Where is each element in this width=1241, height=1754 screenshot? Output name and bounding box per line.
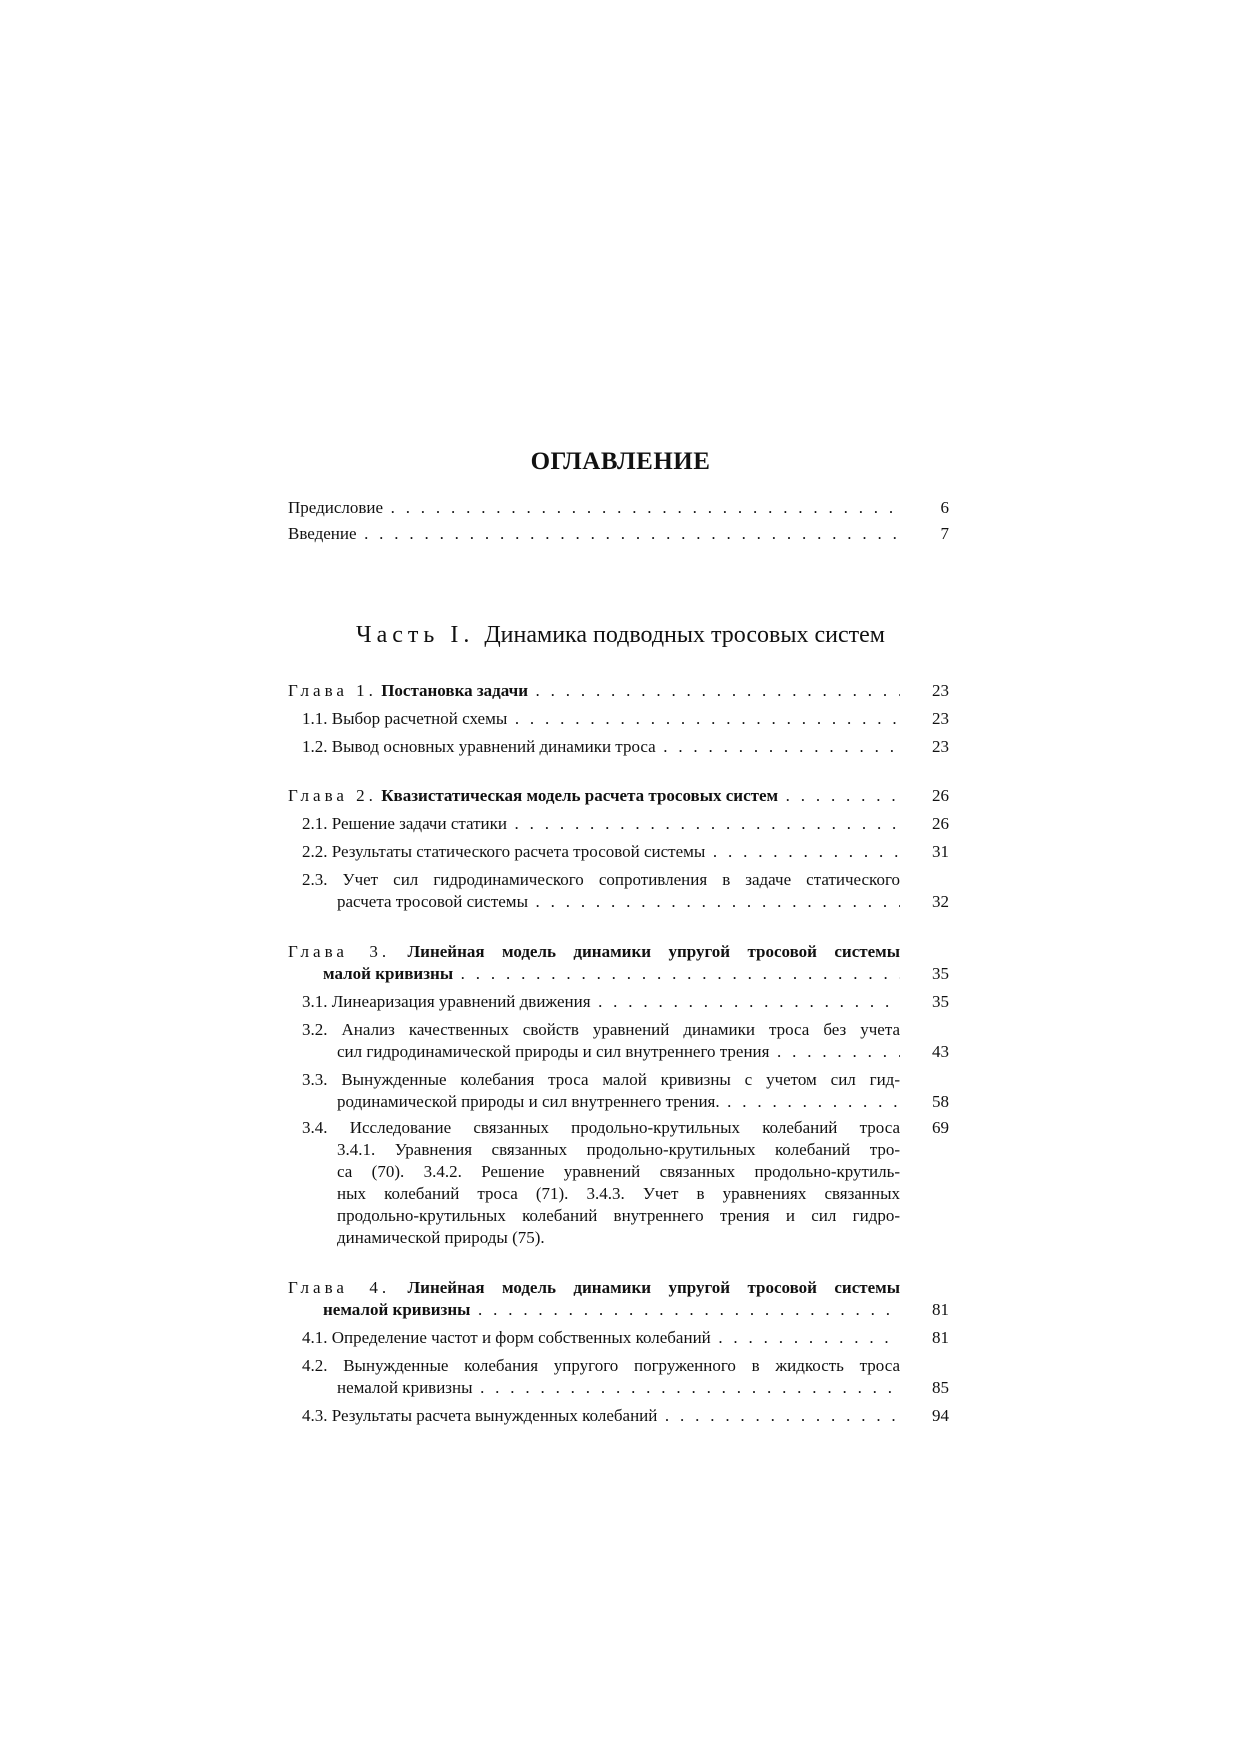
section-number: 3.4. [302,1118,328,1137]
part-title: Динамика подводных тросовых систем [484,622,885,648]
toc-page-number: 35 [932,964,949,983]
section-title: Вынужденные колебания упругого погруженного в жидкость троса [343,1356,900,1375]
toc-page-number: 23 [932,709,949,728]
toc-page-number: 23 [932,681,949,700]
toc-section-4-2-line1[interactable] [302,1354,900,1378]
toc-entry-preface[interactable] [288,496,949,520]
toc-page-number: 6 [940,498,949,517]
toc-page-number: 26 [932,786,949,805]
section-number: 3.1. [302,992,328,1011]
chapter-label: Глава 2. [288,786,377,805]
chapter-title-continued: немалой кривизны [323,1300,471,1319]
toc-section-1-2[interactable] [288,735,949,759]
toc-chapter-1[interactable] [288,679,949,703]
toc-subsection-line[interactable]: продольно-крутильных колебаний внутреннего трения и сил гидро- [337,1206,900,1225]
section-number: 1.1. [302,709,328,728]
toc-page-number: 69 [932,1118,949,1137]
section-title-continued: родинамической природы и сил внутреннего трения. [337,1092,720,1111]
section-number: 2.3. [302,870,328,889]
toc-page-number: 26 [932,814,949,833]
toc-section-2-3-line2[interactable] [288,890,949,914]
section-number: 3.2. [302,1020,328,1039]
section-title: Решение задачи статики [331,814,507,833]
part-label: Часть I. [355,622,475,648]
toc-section-4-3[interactable] [288,1404,949,1428]
toc-page-number: 81 [932,1300,949,1319]
part-heading [0,622,1241,649]
section-title: Вывод основных уравнений динамики троса [331,737,656,756]
toc-chapter-3-line2[interactable] [288,962,949,986]
toc-page-number: 94 [932,1406,949,1425]
section-title-continued: расчета тросовой системы [337,892,528,911]
toc-page-number: 43 [932,1042,949,1061]
toc-subsection-line[interactable]: динамической природы (75). [337,1228,545,1247]
toc-section-3-3-line1[interactable] [302,1068,900,1092]
section-title: Анализ качественных свойств уравнений динамики троса без учета [341,1020,900,1039]
chapter-title: Постановка задачи [381,681,528,700]
toc-page-number: 7 [940,524,949,543]
toc-section-2-2[interactable] [288,840,949,864]
section-number: 2.2. [302,842,328,861]
chapter-title: Квазистатическая модель расчета тросовых систем [381,786,779,805]
section-title: Выбор расчетной схемы [331,709,508,728]
section-number: 2.1. [302,814,328,833]
toc-chapter-4-line1[interactable] [288,1276,900,1300]
toc-section-2-1[interactable] [288,812,949,836]
section-title: Исследование связанных продольно-крутильных колебаний троса [349,1118,900,1137]
section-title: Результаты расчета вынужденных колебаний [331,1406,658,1425]
toc-page-number: 58 [932,1092,949,1111]
toc-entry-title: Предисловие [288,498,384,517]
section-number: 3.3. [302,1070,328,1089]
toc-page-number: 35 [932,992,949,1011]
section-number: 4.1. [302,1328,328,1347]
toc-section-1-1[interactable] [288,707,949,731]
toc-subsection-line[interactable]: 3.4.1. Уравнения связанных продольно-крутильных колебаний тро- [337,1140,900,1159]
toc-section-4-1[interactable] [288,1326,949,1350]
chapter-title-continued: малой кривизны [323,964,454,983]
chapter-label: Глава 3. [288,942,391,961]
toc-section-3-1[interactable] [288,990,949,1014]
chapter-title: Линейная модель динамики упругой тросовой системы [407,942,900,961]
toc-section-3-4[interactable] [302,1116,900,1140]
section-title-continued: немалой кривизны [337,1378,473,1397]
toc-entry-introduction[interactable] [288,522,949,546]
toc-page-number: 23 [932,737,949,756]
toc-section-3-3-line2[interactable] [288,1090,949,1114]
toc-subsection-line[interactable]: ных колебаний троса (71). 3.4.3. Учет в уравнениях связанных [337,1184,900,1203]
toc-section-3-2-line2[interactable] [288,1040,949,1064]
section-number: 4.2. [302,1356,328,1375]
section-number: 1.2. [302,737,328,756]
section-title-continued: сил гидродинамической природы и сил внутреннего трения [337,1042,770,1061]
toc-page-number: 81 [932,1328,949,1347]
toc-chapter-3-line1[interactable] [288,940,900,964]
toc-page-number: 31 [932,842,949,861]
chapter-label: Глава 4. [288,1278,391,1297]
section-number: 4.3. [302,1406,328,1425]
toc-section-2-3-line1[interactable] [302,868,900,892]
toc-section-4-2-line2[interactable] [288,1376,949,1400]
section-title: Определение частот и форм собственных колебаний [331,1328,711,1347]
toc-chapter-4-line2[interactable] [288,1298,949,1322]
section-title: Линеаризация уравнений движения [331,992,591,1011]
toc-entry-title: Введение [288,524,357,543]
section-title: Вынужденные колебания троса малой кривизны с учетом сил гид- [341,1070,900,1089]
section-title: Результаты статического расчета тросовой системы [331,842,706,861]
toc-page-number: 32 [932,892,949,911]
toc-page-number: 85 [932,1378,949,1397]
chapter-title: Линейная модель динамики упругой тросовой системы [407,1278,900,1297]
toc-chapter-2[interactable] [288,784,949,808]
toc-section-3-2-line1[interactable] [302,1018,900,1042]
page-title: ОГЛАВЛЕНИЕ [530,448,711,475]
section-title: Учет сил гидродинамического сопротивления в задаче статического [342,870,900,889]
toc-subsection-line[interactable]: са (70). 3.4.2. Решение уравнений связанных продольно-крутиль- [337,1162,900,1181]
chapter-label: Глава 1. [288,681,377,700]
